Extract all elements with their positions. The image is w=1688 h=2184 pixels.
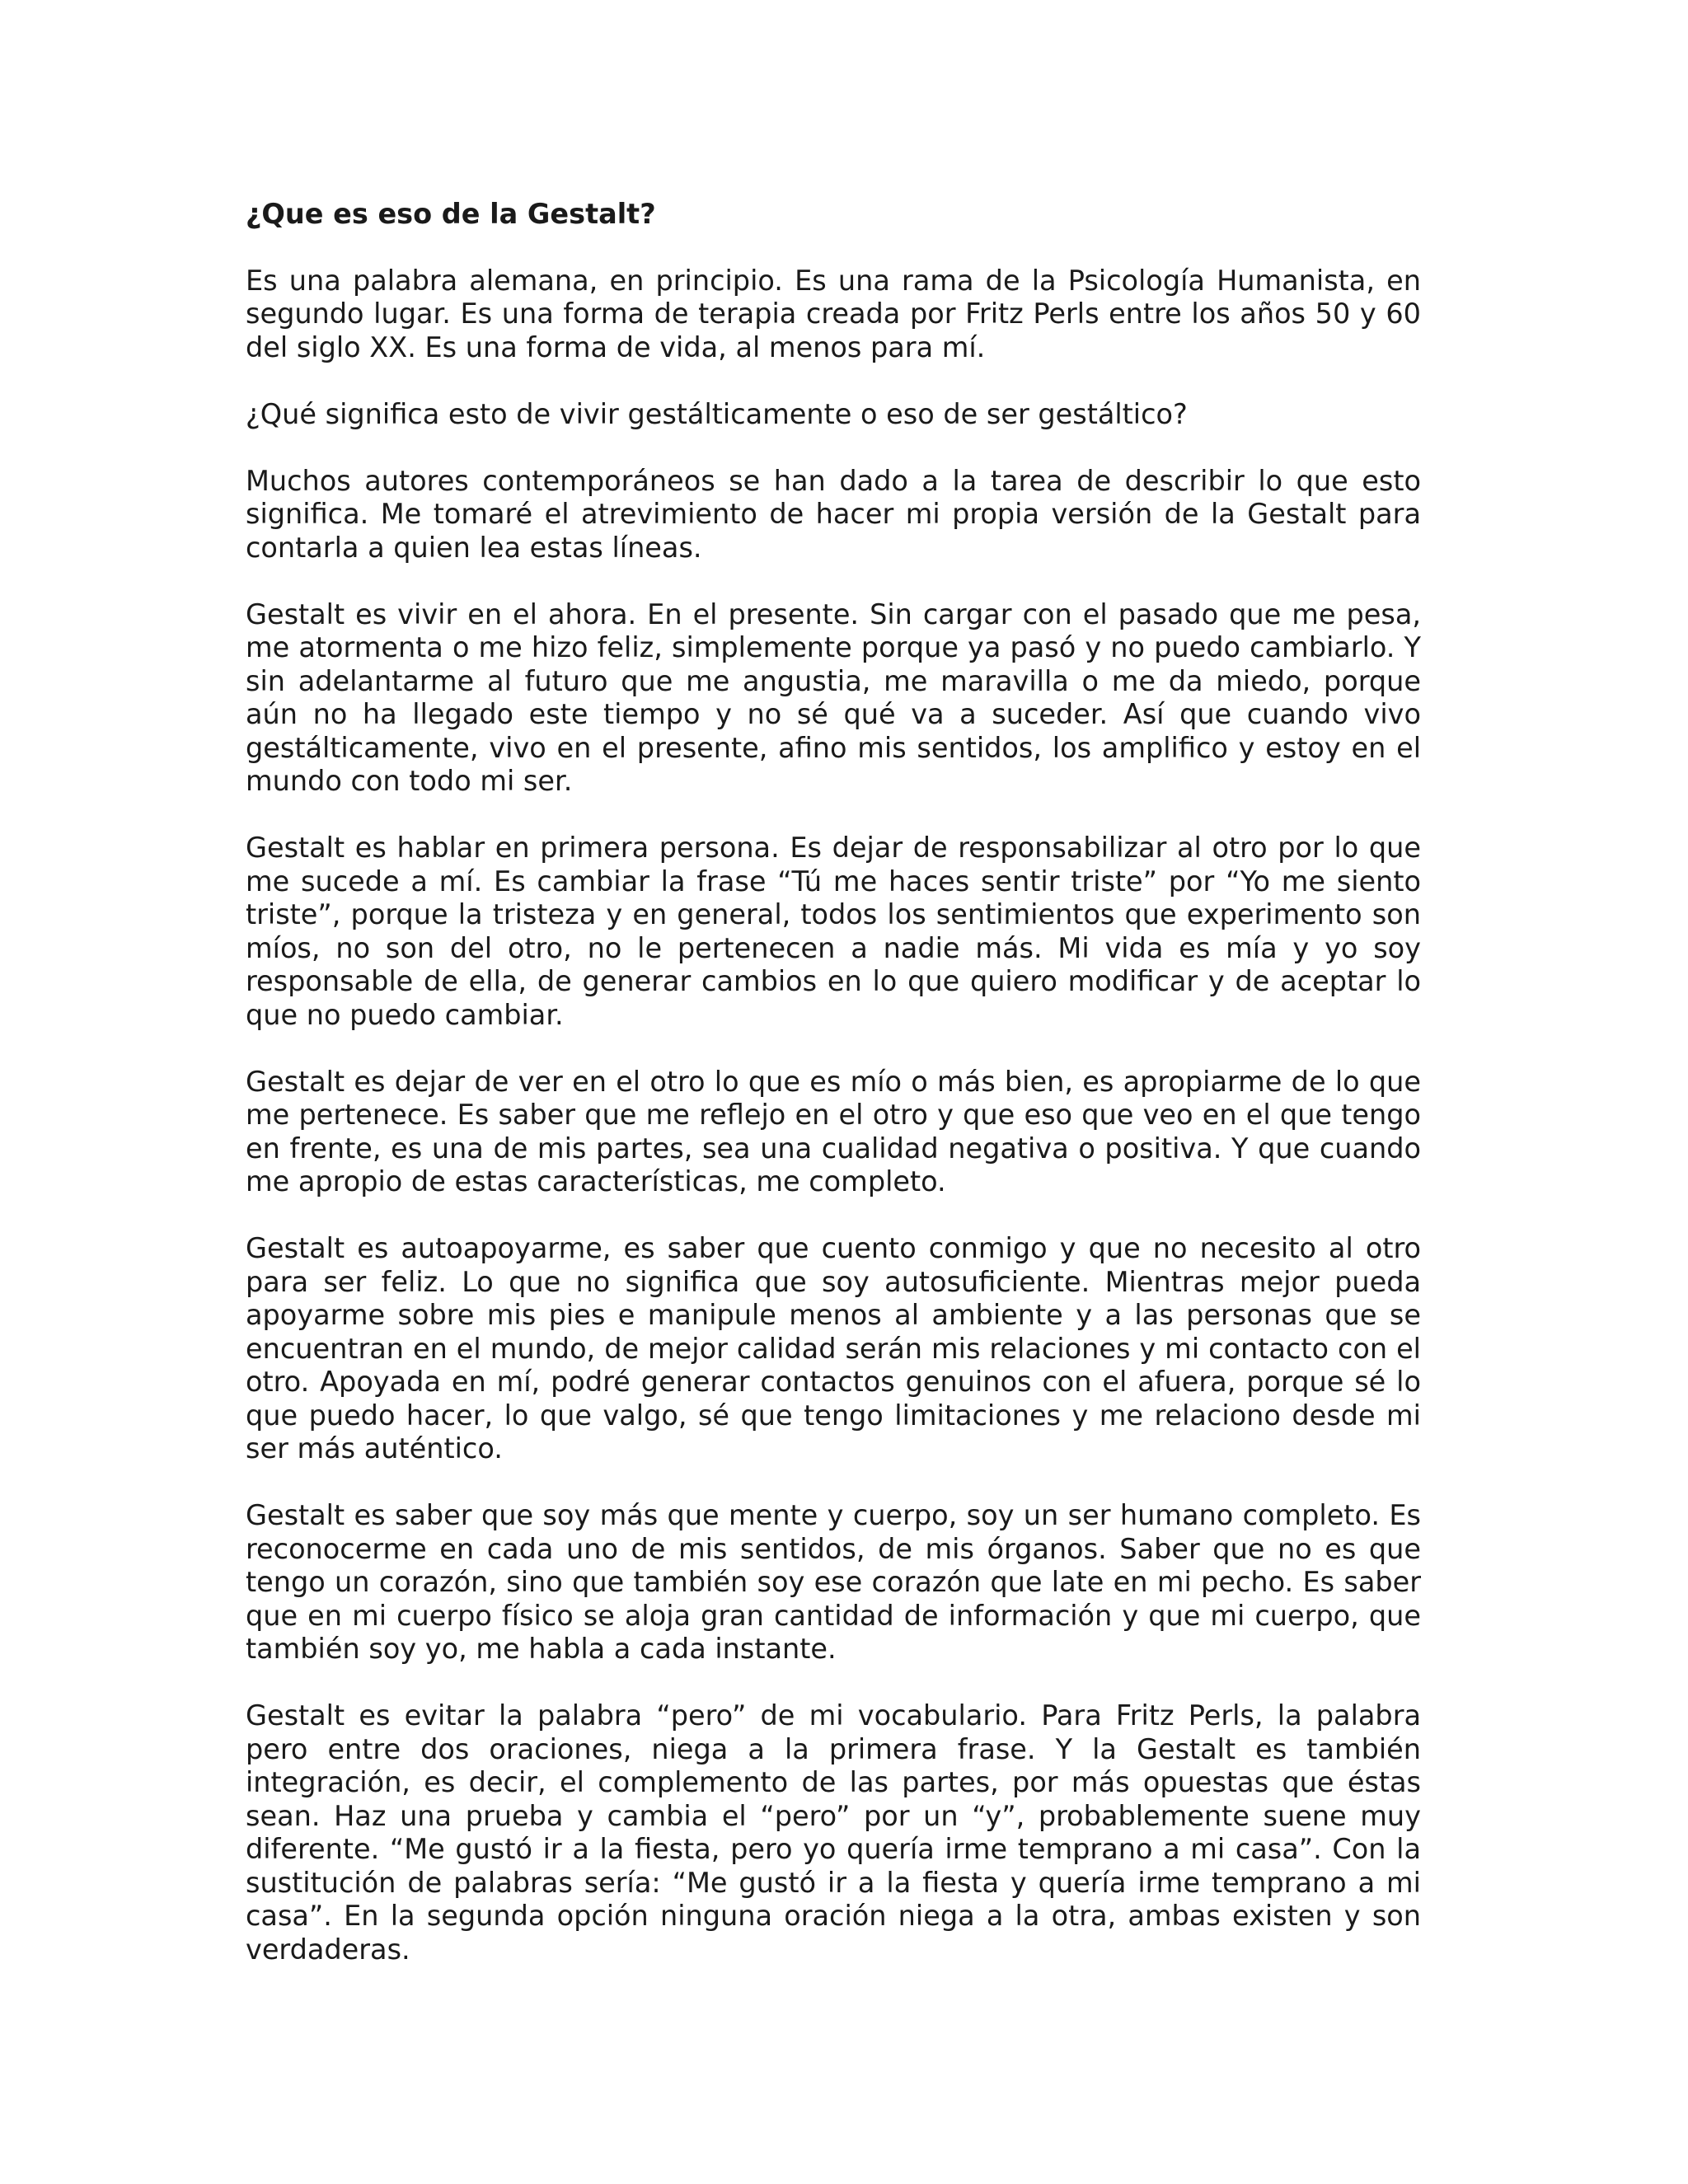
paragraph-intro: Es una palabra alemana, en principio. Es una rama de la Psicología Humanista, en segundo lugar. Es una forma de terapia creada por Fritz Perls entre los años 50 y 60 del siglo XX. Es una forma de vida, al menos para mí. [246,264,1421,363]
paragraph-pero: Gestalt es evitar la palabra “pero” de mi vocabulario. Para Fritz Perls, la palabra pero entre dos oraciones, niega a la primera frase. Y la Gestalt es también integración, es decir, el complemento de las partes, por más opuestas que éstas sean. Haz una prueba y cambia el “pero” por un “y”, probablemente suene muy diferente. “Me gustó ir a la fiesta, pero yo quería irme temprano a mi casa”. Con la sustitución de palabras sería: “Me gustó ir a la fiesta y quería irme temprano a mi casa”. En la segunda opción ninguna oración niega a la otra, ambas existen y son verdaderas. [246,1699,1421,1966]
paragraph-question: ¿Qué significa esto de vivir gestálticamente o eso de ser gestáltico? [246,397,1188,430]
paragraph-projection: Gestalt es dejar de ver en el otro lo que es mío o más bien, es apropiarme de lo que me pertenece. Es saber que me reflejo en el otro y que eso que veo en el que tengo en frente, es una de mis partes, sea una cualidad negativa o positiva. Y que cuando me apropio de estas características, me completo. [246,1065,1421,1197]
paragraph-first-person: Gestalt es hablar en primera persona. Es dejar de responsabilizar al otro por lo que me sucede a mí. Es cambiar la frase “Tú me haces sentir triste” por “Yo me siento triste”, porque la tristeza y en general, todos los sentimientos que experimento son míos, no son del otro, no le pertenecen a nadie más. Mi vida es mía y yo soy responsable de ella, de generar cambios en lo que quiero modificar y de aceptar lo que no puedo cambiar. [246,832,1421,1031]
document-title: ¿Que es eso de la Gestalt? [246,198,656,230]
document-page [246,198,1421,2000]
paragraph-mind-body: Gestalt es saber que soy más que mente y cuerpo, soy un ser humano completo. Es reconocerme en cada uno de mis sentidos, de mis órganos. Saber que no es que tengo un corazón, sino que también soy ese corazón que late en mi pecho. Es saber que en mi cuerpo físico se aloja gran cantidad de información y que mi cuerpo, que también soy yo, me habla a cada instante. [246,1499,1421,1665]
paragraph-authors: Muchos autores contemporáneos se han dado a la tarea de describir lo que esto significa. Me tomaré el atrevimiento de hacer mi propia versión de la Gestalt para contarla a quien lea estas líneas. [246,464,1421,564]
paragraph-present: Gestalt es vivir en el ahora. En el presente. Sin cargar con el pasado que me pesa, me atormenta o me hizo feliz, simplemente porque ya pasó y no puedo cambiarlo. Y sin adelantarme al futuro que me angustia, me maravilla o me da miedo, porque aún no ha llegado este tiempo y no sé qué va a suceder. Así que cuando vivo gestálticamente, vivo en el presente, afino mis sentidos, los amplifico y estoy en el mundo con todo mi ser. [246,598,1421,797]
paragraph-self-support: Gestalt es autoapoyarme, es saber que cuento conmigo y que no necesito al otro para ser feliz. Lo que no significa que soy autosuficiente. Mientras mejor pueda apoyarme sobre mis pies e manipule menos al ambiente y a las personas que se encuentran en el mundo, de mejor calidad serán mis relaciones y mi contacto con el otro. Apoyada en mí, podré generar contactos genuinos con el afuera, porque sé lo que puedo hacer, lo que valgo, sé que tengo limitaciones y me relaciono desde mi ser más auténtico. [246,1232,1421,1465]
